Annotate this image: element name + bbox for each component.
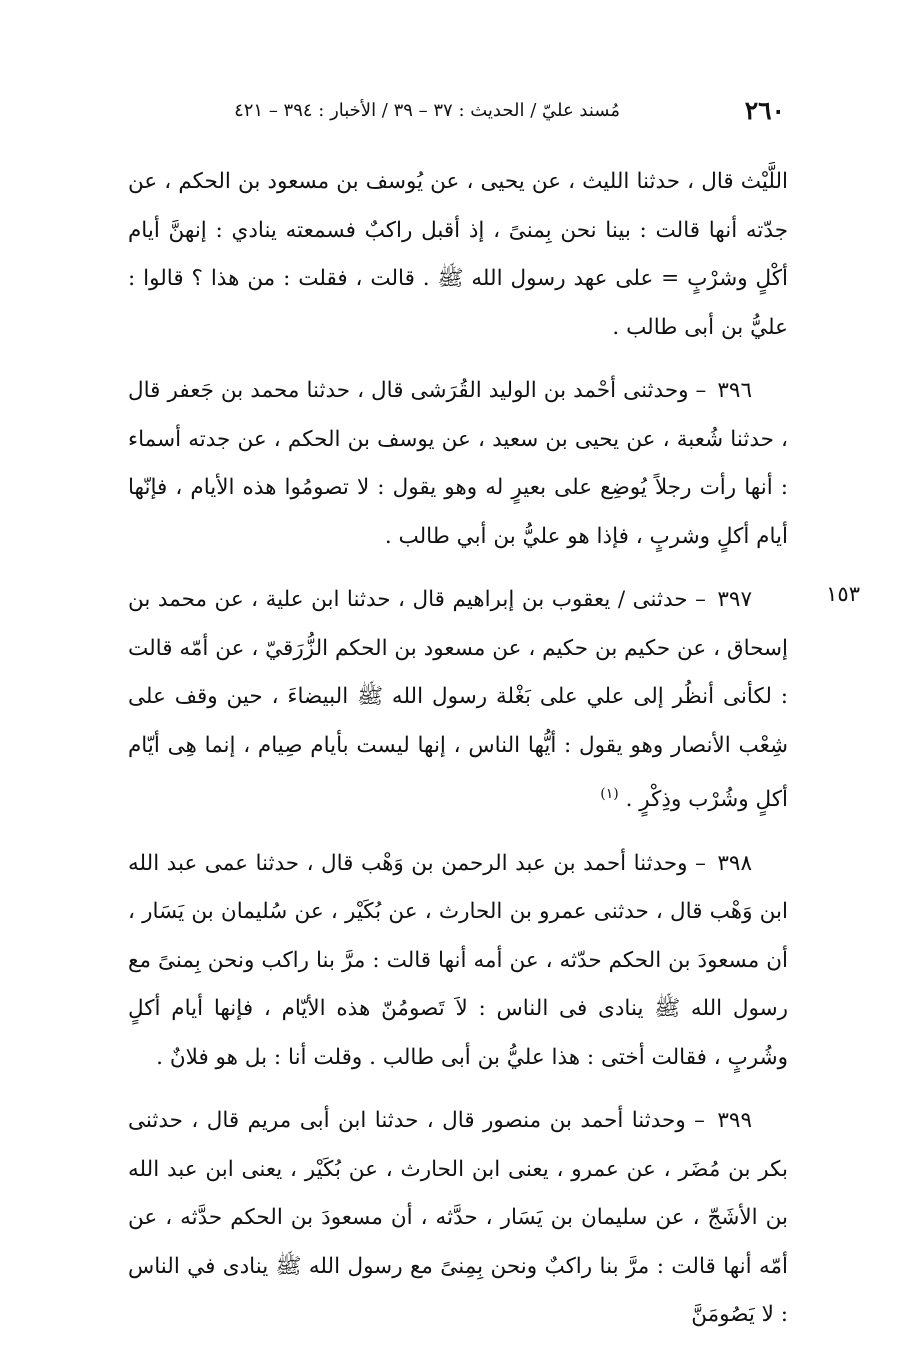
hadith-number: ٣٩٦ bbox=[717, 378, 752, 403]
hadith-397 bbox=[128, 576, 788, 825]
hadith-398 bbox=[128, 840, 788, 1083]
paragraph-continuation bbox=[128, 158, 788, 352]
margin-page-reference: ١٥٣ bbox=[826, 582, 860, 606]
paragraph-text: – وحدثنا أحمد بن منصور قال ، حدثنا ابن أبى مريم قال ، حدثنى بكر بن مُضَر ، عن عمرو ، يعنى ابن الحارث ، عن بُكَيْر ، يعنى ابن عبد الله بن الأشَجّ ، عن سليمان بن يَسَار ، حدَّثه ، أن مسعودَ بن الحكم حدَّثه ، عن أمّه أنها قالت : مرَّ بنا راكبٌ ونحن بِمِنىً مع رسول الله ﷺ ينادى في الناس : لا يَصُومَنَّ bbox=[128, 1108, 789, 1328]
footnote-reference: (١) bbox=[600, 786, 619, 802]
main-text bbox=[128, 158, 788, 1355]
hadith-number: ٣٩٨ bbox=[717, 850, 752, 876]
hadith-396 bbox=[128, 367, 788, 561]
running-title: مُسند عليّ / الحديث : ٣٧ – ٣٩ / الأخبار : ٣٩٤ – ٤٢١ bbox=[234, 100, 620, 121]
paragraph-text: – وحدثنا أحمد بن عبد الرحمن بن وَهْب قال ، حدثنا عمى عبد الله ابن وَهْب قال ، حدثنى عمرو بن الحارث ، عن بُكَيْر ، عن سُليمان بن يَسَار ، أن مسعودَ بن الحكم حدّثه ، عن أمه أنها قالت : مرَّ بنا راكب ونحن بِمنىً مع رسول الله ﷺ ينادى فى الناس : لاَ تَصومُنّ هذه الأيّام ، فإنها أيام أكلٍ وشُربٍ ، فقالت أختى : هذا عليُّ بن أبى طالب . وقلت أنا : بل هو فلانٌ . bbox=[128, 850, 788, 1070]
paragraph-text: – حدثنى / يعقوب بن إبراهيم قال ، حدثنا ابن علية ، عن محمد بن إسحاق ، عن حكيم بن حكيم ، عن مسعود بن الحكم الزُّرَقيّ ، عن أمّه قالت : لكأنى أنظُر إلى علي على بَغْلة رسول الله ﷺ البيضاءَ ، حين وقف على شِعْب الأنصار وهو يقول : أيُّها الناس ، إنها ليست بأيام صِيام ، إنما هِى أيّام أكلٍ وشُرْب وذِكْرٍ . bbox=[128, 587, 788, 813]
hadith-number: ٣٩٩ bbox=[717, 1108, 752, 1134]
paragraph-text: اللَّيْث قال ، حدثنا الليث ، عن يحيى ، عن يُوسف بن مسعود بن الحكم ، عن جدّته أنها قالت : بينا نحن بِمنىً ، إذ أقبل راكبٌ فسمعته ينادي : إنهنَّ أيام أكْلٍ وشرْبٍ = على عهد رسول الله ﷺ . قالت ، فقلت : من هذا ؟ قالوا : عليُّ بن أبى طالب . bbox=[128, 169, 788, 340]
page-header bbox=[180, 92, 785, 136]
page-number: ٢٦٠ bbox=[744, 96, 785, 125]
paragraph-text: – وحدثنى أحْمد بن الوليد القُرَشى قال ، حدثنا محمد بن جَعفر قال ، حدثنا شُعبة ، عن يحيى بن سعيد ، عن يوسف بن الحكم ، عن جدته أسماء : أنها رأت رجلاً يُوضِع على بعيرٍ له وهو يقول : لا تصومُوا هذه الأيام ، فإنّها أيام أكلٍ وشربٍ ، فإذا هو عليُّ بن أبي طالب . bbox=[128, 378, 788, 549]
hadith-number: ٣٩٧ bbox=[717, 587, 752, 612]
hadith-399 bbox=[128, 1097, 788, 1340]
